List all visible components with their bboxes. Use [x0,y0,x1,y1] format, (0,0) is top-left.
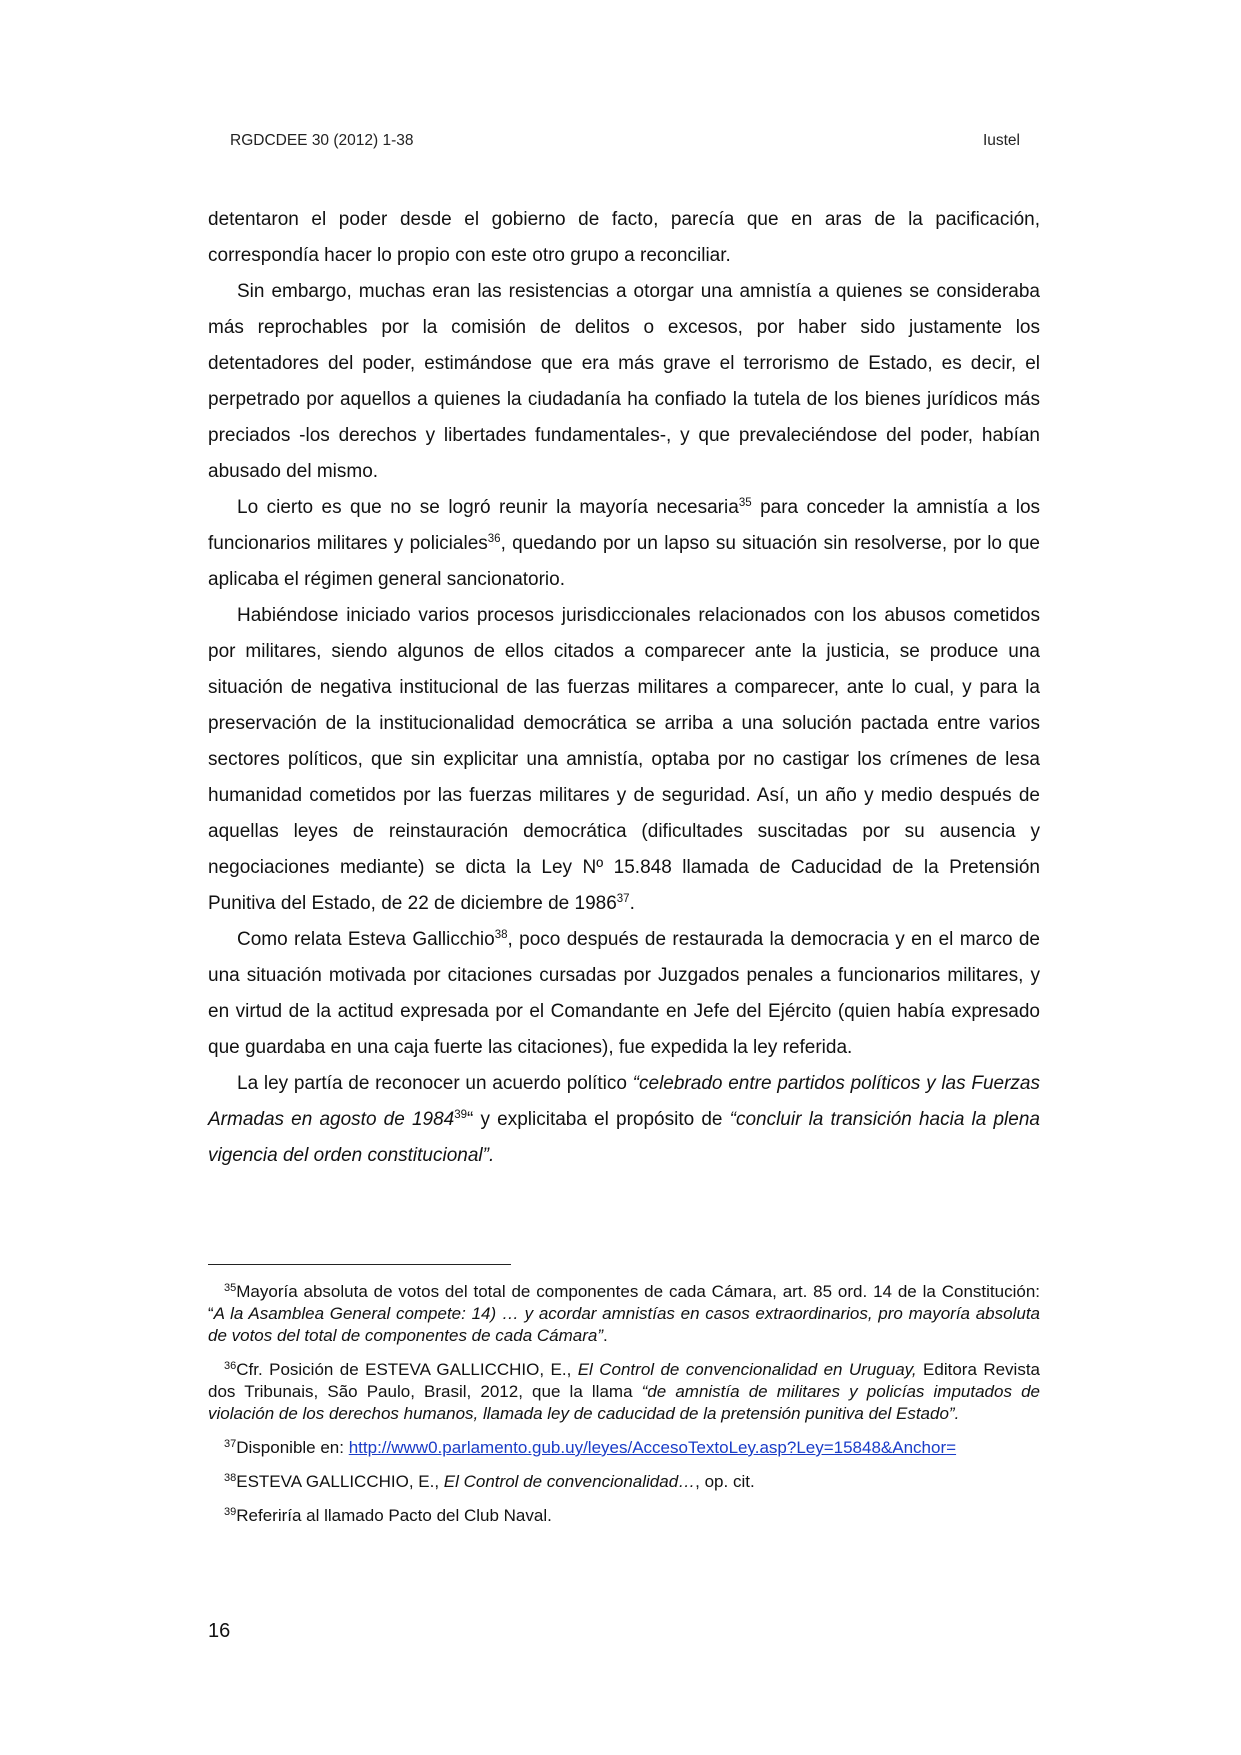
footnote-text: ESTEVA GALLICCHIO, E., [236,1472,444,1491]
paragraph-6-quote-b: “concluir la transición hacia la plena vigencia del orden constitucional”. [208,1109,1040,1166]
paragraph-3-text-c: , quedando por un lapso su situación sin resolverse, por lo que aplicaba el régimen general sancionatorio. [208,533,1040,590]
footnote-36 [208,1359,1040,1425]
paragraph-4-text-a: Habiéndose iniciado varios procesos jurisdiccionales relacionados con los abusos cometidos por militares, siendo algunos de ellos citados a comparecer ante la justicia, se produce una situación de negativa institucional de las fuerzas militares a comparecer, ante lo cual, y para la preservación de la institucionalidad democrática se arriba a una solución pactada entre varios sectores políticos, que sin explicitar una amnistía, optaba por no castigar los crímenes de lesa humanidad cometidos por las fuerzas militares y de seguridad. Así, un año y medio después de aquellas leyes de reinstauración democrática (dificultades suscitadas por su ausencia y negociaciones mediante) se dicta la Ley Nº 15.848 llamada de Caducidad de la Pretensión Punitiva del Estado, de 22 de diciembre de 1986 [208,605,1040,914]
paragraph-6-text-b: y explicitaba el propósito de [473,1109,730,1130]
footnote-quote: A la Asamblea General compete: 14) … y acordar amnistías en casos extraordinarios, pro mayoría absoluta de votos del total de componentes de cada Cámara” [208,1304,1040,1345]
paragraph-1-text: detentaron el poder desde el gobierno de facto, parecía que en aras de la pacificación, correspondía hacer lo propio con este otro grupo a reconciliar. [208,209,1040,266]
paragraph-3 [208,490,1040,598]
paragraph-6-text-a: La ley partía de reconocer un acuerdo político [237,1073,633,1094]
paragraph-4-text-b: . [629,893,635,914]
footnote-number: 35 [224,1281,237,1294]
footnote-text: Mayoría absoluta de votos del total de componentes de cada Cámara, art. 85 ord. 14 de la Constitución: “ [208,1282,1040,1323]
paragraph-6-quote-close: “ [467,1109,474,1130]
footnote-quote: “de amnistía de militares y policías imputados de violación de los derechos humanos, llamada ley de caducidad de la pretensión punitiva del Estado”. [208,1382,1040,1423]
footnote-text: Disponible en: [236,1438,349,1457]
footnote-number: 37 [224,1437,237,1450]
paragraph-4 [208,598,1040,922]
footnote-text: Cfr. Posición de ESTEVA GALLICCHIO, E., [236,1360,578,1379]
paragraph-1 [208,202,1040,274]
publisher-name: Iustel [982,132,1020,149]
paragraph-2-text: Sin embargo, muchas eran las resistencias a otorgar una amnistía a quienes se consideraba más reprochables por la comisión de delitos o excesos, por haber sido justamente los detentadores del poder, estimándose que era más grave el terrorismo de Estado, es decir, el perpetrado por aquellos a quienes la ciudadanía ha confiado la tutela de los bienes jurídicos más preciados -los derechos y libertades fundamentales-, y que prevaleciéndose del poder, habían abusado del mismo. [208,281,1040,482]
running-header [230,132,1020,156]
paragraph-6-quote-a: “celebrado entre partidos políticos y las Fuerzas Armadas en agosto de 1984 [208,1073,1040,1130]
footnote-separator [208,1264,511,1265]
paragraph-5-text-b: , poco después de restaurada la democracia y en el marco de una situación motivada por citaciones cursadas por Juzgados penales a funcionarios militares, y en virtud de la actitud expresada por el Comandante en Jefe del Ejército (quien había expresado que guardaba en una caja fuerte las citaciones), fue expedida la ley referida. [208,929,1040,1058]
footnote-number: 36 [224,1359,237,1372]
paragraph-5-text-a: Como relata Esteva Gallicchio [237,929,495,950]
footnote-ref-38[interactable]: 38 [494,928,508,941]
footnotes [208,1281,1040,1539]
footnote-35 [208,1281,1040,1347]
footnote-text: . [603,1326,608,1345]
footnote-number: 39 [224,1505,237,1518]
footnote-37 [208,1437,1040,1459]
paragraph-3-text-b: para conceder la amnistía a los funcionarios militares y policiales [208,497,1041,554]
body-text [208,202,1040,1174]
footnote-book-title: El Control de convencionalidad… [443,1472,696,1491]
paragraph-2 [208,274,1040,490]
paragraph-6 [208,1066,1040,1174]
footnote-39 [208,1505,1040,1527]
journal-citation: RGDCDEE 30 (2012) 1-38 [230,132,414,149]
parlamento-link[interactable]: http://www0.parlamento.gub.uy/leyes/AccesoTextoLey.asp?Ley=15848&Anchor= [348,1438,957,1457]
footnote-ref-37[interactable]: 37 [616,892,630,905]
footnote-text: , op. cit. [695,1472,755,1491]
footnote-text: Editora Revista dos Tribunais, São Paulo, Brasil, 2012, que la llama [208,1360,1041,1401]
footnote-book-title: El Control de convencionalidad en Uruguay, [577,1360,917,1379]
paragraph-3-text-a: Lo cierto es que no se logró reunir la mayoría necesaria [237,497,739,518]
footnote-ref-35[interactable]: 35 [738,496,752,509]
footnote-number: 38 [224,1471,237,1484]
paragraph-5 [208,922,1040,1066]
footnote-38 [208,1471,1040,1493]
footnote-ref-39[interactable]: 39 [454,1108,468,1121]
page-number: 16 [208,1620,231,1642]
footnote-text: Referiría al llamado Pacto del Club Naval. [236,1506,552,1525]
footnote-ref-36[interactable]: 36 [487,532,501,545]
